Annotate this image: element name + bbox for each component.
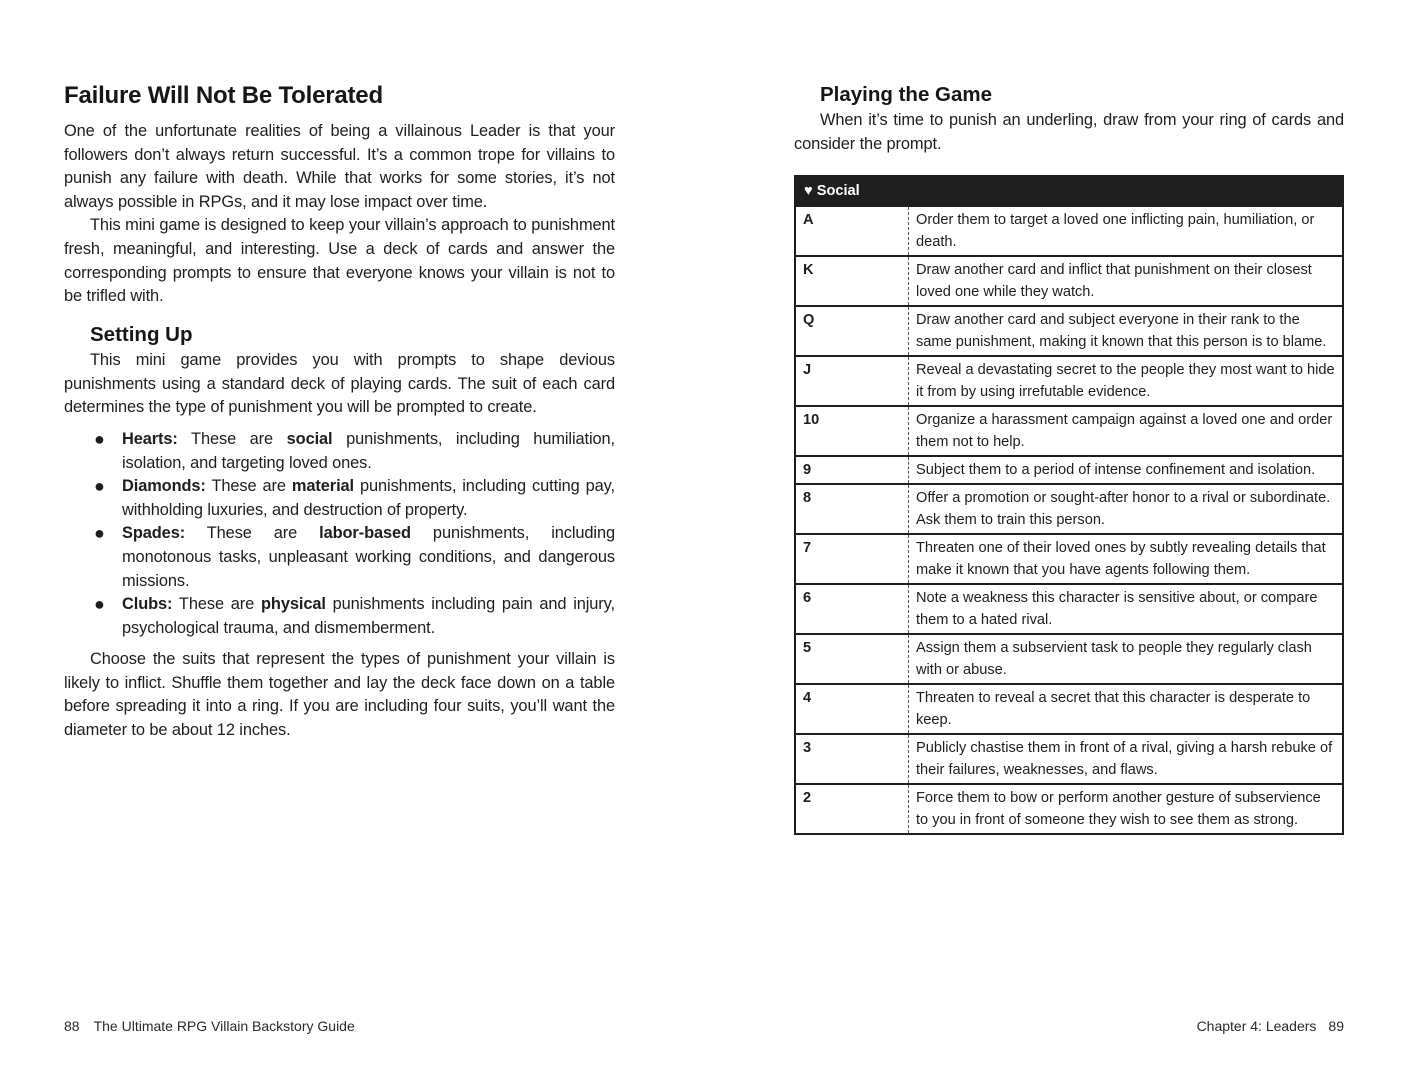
footer-right (1197, 1018, 1344, 1034)
suit-text: These are (172, 595, 262, 614)
suit-text: These are (177, 430, 287, 448)
card-prompt: Offer a promotion or sought-after honor to a rival or subordinate. Ask them to train this person. (909, 484, 1344, 534)
suit-text: These are (185, 524, 320, 543)
chapter-title: Chapter 4: Leaders (1196, 1018, 1317, 1034)
intro-paragraph-2: This mini game is designed to keep your villain’s approach to punishment fresh, meaningful, and interesting. Use a deck of cards and answer the corresponding prompts to ensure that everyone knows your villain is not to be trifled with. (64, 216, 615, 306)
card-rank: Q (795, 306, 909, 356)
suit-item-diamonds (64, 475, 615, 522)
card-rank: 2 (795, 784, 909, 834)
suit-name: Diamonds: (122, 477, 206, 496)
table-row (795, 206, 1343, 256)
intro-section (64, 120, 615, 309)
suit-name: Clubs: (122, 595, 173, 614)
table-row (795, 534, 1343, 584)
playing-heading: Playing the Game (820, 83, 993, 106)
page-number: 88 (64, 1018, 80, 1034)
section-title: Failure Will Not Be Tolerated (64, 82, 383, 109)
table-row (795, 784, 1343, 834)
card-prompt: Subject them to a period of intense confinement and isolation. (909, 456, 1344, 484)
card-prompt: Draw another card and subject everyone in their rank to the same punishment, making it known that this person is to blame. (909, 306, 1344, 356)
footer-left (64, 1018, 355, 1034)
card-rank: K (795, 256, 909, 306)
table-header: ♥ Social (795, 176, 1343, 206)
table-row (795, 684, 1343, 734)
card-prompt: Threaten to reveal a secret that this character is desperate to keep. (909, 684, 1344, 734)
suit-item-hearts (64, 428, 615, 475)
suit-type: material (291, 477, 354, 496)
book-title: The Ultimate RPG Villain Backstory Guide (93, 1018, 355, 1034)
table-row (795, 406, 1343, 456)
card-rank: 8 (795, 484, 909, 534)
suit-type: social (286, 430, 333, 448)
table-row (795, 306, 1343, 356)
table-row (795, 256, 1343, 306)
card-rank: 10 (795, 406, 909, 456)
suit-text: punishments including pain and injury, psychological trauma, and dismemberment. (122, 595, 615, 637)
suit-item-spades (64, 522, 615, 593)
suit-name: Spades: (122, 524, 186, 543)
table-row (795, 634, 1343, 684)
card-prompt: Organize a harassment campaign against a loved one and order them not to help. (909, 406, 1344, 456)
closing-paragraph: Choose the suits that represent the types of punishment your villain is likely to inflict. Shuffle them together and lay the deck face down on a table before spreading it into a ring. If you are including four suits, you’ll want the diameter to be about 12 inches. (64, 650, 615, 739)
suit-type: labor-based (319, 524, 411, 543)
page-number: 89 (1328, 1018, 1344, 1034)
table-row (795, 734, 1343, 784)
bullet-icon: ● (94, 429, 105, 449)
card-rank: 9 (795, 456, 909, 484)
table-row (795, 584, 1343, 634)
table-row (795, 484, 1343, 534)
card-rank: 3 (795, 734, 909, 784)
playing-paragraph: When it’s time to punish an underling, draw from your ring of cards and consider the prompt. (794, 111, 1344, 153)
bullet-icon: ● (94, 523, 105, 544)
card-rank: 5 (795, 634, 909, 684)
table-row (795, 456, 1343, 484)
card-rank: 4 (795, 684, 909, 734)
card-rank: 7 (795, 534, 909, 584)
card-prompt: Order them to target a loved one inflicting pain, humiliation, or death. (909, 206, 1344, 256)
bullet-icon: ● (94, 476, 105, 497)
suit-type: physical (261, 595, 326, 614)
social-prompt-table (794, 175, 1344, 835)
right-page (794, 0, 1344, 1080)
setup-paragraph: This mini game provides you with prompts to shape devious punishments using a standard deck of playing cards. The suit of each card determines the type of punishment you will be prompted to create. (64, 351, 615, 417)
suit-name: Hearts: (122, 430, 178, 448)
table-row (795, 356, 1343, 406)
card-prompt: Assign them a subservient task to people they regularly clash with or abuse. (909, 634, 1344, 684)
suit-item-clubs (64, 593, 615, 640)
bullet-icon: ● (94, 594, 105, 615)
card-prompt: Publicly chastise them in front of a rival, giving a harsh rebuke of their failures, weaknesses, and flaws. (909, 734, 1344, 784)
intro-paragraph-1: One of the unfortunate realities of being a villainous Leader is that your followers don’t always return successful. It’s a common trope for villains to punish any failure with death. While that works for some stories, it’s not always possible in RPGs, and it may lose impact over time. (64, 122, 615, 211)
left-page (64, 0, 615, 1080)
suit-text: punishments, including humiliation, isolation, and targeting loved ones. (122, 430, 616, 472)
card-prompt: Force them to bow or perform another gesture of subservience to you in front of someone they wish to see them as strong. (909, 784, 1344, 834)
card-rank: 6 (795, 584, 909, 634)
table-header-row (795, 176, 1343, 206)
suit-list (64, 428, 615, 640)
suit-text: These are (205, 477, 292, 496)
suit-text: punishments, including monotonous tasks, unpleasant working conditions, and dangerous missions. (122, 524, 615, 590)
table-body (795, 206, 1343, 834)
setup-heading: Setting Up (90, 323, 193, 346)
card-rank: A (795, 206, 909, 256)
card-prompt: Draw another card and inflict that punishment on their closest loved one while they watch. (909, 256, 1344, 306)
card-rank: J (795, 356, 909, 406)
card-prompt: Note a weakness this character is sensitive about, or compare them to a hated rival. (909, 584, 1344, 634)
suit-text: punishments, including cutting pay, withholding luxuries, and destruction of property. (122, 477, 615, 519)
card-prompt: Threaten one of their loved ones by subtly revealing details that make it known that you have agents following them. (909, 534, 1344, 584)
card-prompt: Reveal a devastating secret to the people they most want to hide it from by using irrefutable evidence. (909, 356, 1344, 406)
